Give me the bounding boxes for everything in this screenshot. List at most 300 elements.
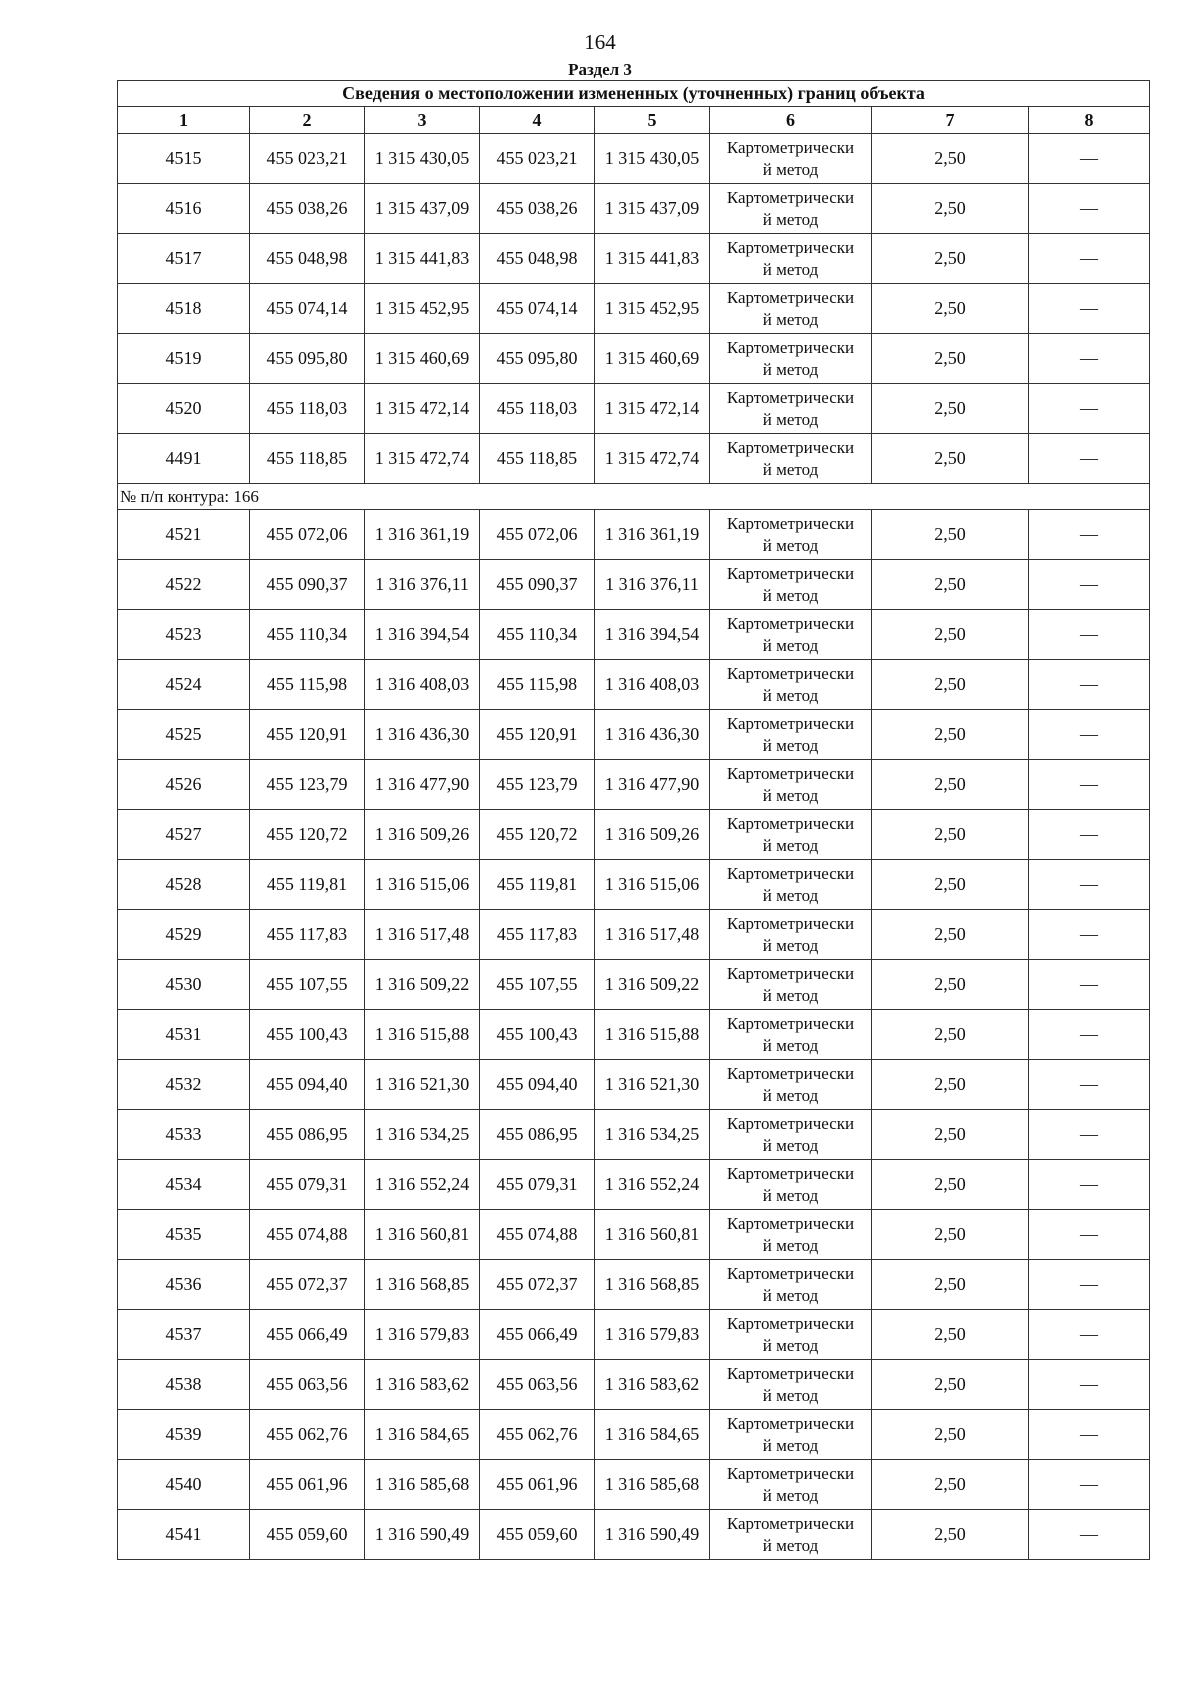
accuracy-cell: 2,50 bbox=[872, 434, 1029, 484]
method-cell bbox=[710, 710, 872, 760]
table-row bbox=[118, 810, 1150, 860]
x-new-cell: 455 120,72 bbox=[480, 810, 595, 860]
y-new-cell: 1 315 430,05 bbox=[595, 134, 710, 184]
column-number: 1 bbox=[118, 107, 250, 134]
x-old-cell: 455 074,14 bbox=[250, 284, 365, 334]
y-new-cell: 1 316 534,25 bbox=[595, 1110, 710, 1160]
table-row bbox=[118, 134, 1150, 184]
point-number-cell: 4522 bbox=[118, 560, 250, 610]
y-new-cell: 1 315 472,14 bbox=[595, 384, 710, 434]
description-cell: — bbox=[1029, 1310, 1150, 1360]
point-number-cell: 4529 bbox=[118, 910, 250, 960]
accuracy-cell: 2,50 bbox=[872, 1210, 1029, 1260]
x-new-cell: 455 118,03 bbox=[480, 384, 595, 434]
description-cell: — bbox=[1029, 910, 1150, 960]
y-old-cell: 1 316 584,65 bbox=[365, 1410, 480, 1460]
method-cell bbox=[710, 1260, 872, 1310]
table-row bbox=[118, 1110, 1150, 1160]
x-old-cell: 455 059,60 bbox=[250, 1510, 365, 1560]
x-new-cell: 455 062,76 bbox=[480, 1410, 595, 1460]
method-cell bbox=[710, 960, 872, 1010]
y-old-cell: 1 316 394,54 bbox=[365, 610, 480, 660]
x-new-cell: 455 120,91 bbox=[480, 710, 595, 760]
x-new-cell: 455 094,40 bbox=[480, 1060, 595, 1110]
table-body bbox=[118, 81, 1150, 1560]
method-cell bbox=[710, 1460, 872, 1510]
column-number: 5 bbox=[595, 107, 710, 134]
table-row bbox=[118, 1010, 1150, 1060]
accuracy-cell: 2,50 bbox=[872, 960, 1029, 1010]
y-old-cell: 1 316 436,30 bbox=[365, 710, 480, 760]
table-caption-row bbox=[118, 81, 1150, 107]
method-cell bbox=[710, 234, 872, 284]
column-number: 3 bbox=[365, 107, 480, 134]
description-cell: — bbox=[1029, 1110, 1150, 1160]
point-number-cell: 4537 bbox=[118, 1310, 250, 1360]
y-new-cell: 1 316 436,30 bbox=[595, 710, 710, 760]
x-old-cell: 455 086,95 bbox=[250, 1110, 365, 1160]
point-number-cell: 4527 bbox=[118, 810, 250, 860]
table-row bbox=[118, 1460, 1150, 1510]
accuracy-cell: 2,50 bbox=[872, 910, 1029, 960]
method-line-1: Картометрически bbox=[726, 1263, 855, 1283]
column-number-row bbox=[118, 107, 1150, 134]
y-old-cell: 1 316 583,62 bbox=[365, 1360, 480, 1410]
point-number-cell: 4491 bbox=[118, 434, 250, 484]
point-number-cell: 4531 bbox=[118, 1010, 250, 1060]
table-row bbox=[118, 1360, 1150, 1410]
column-number: 2 bbox=[250, 107, 365, 134]
point-number-cell: 4516 bbox=[118, 184, 250, 234]
method-line-1: Картометрически bbox=[726, 1213, 855, 1233]
description-cell: — bbox=[1029, 434, 1150, 484]
y-new-cell: 1 316 515,06 bbox=[595, 860, 710, 910]
y-old-cell: 1 316 517,48 bbox=[365, 910, 480, 960]
y-old-cell: 1 316 509,26 bbox=[365, 810, 480, 860]
method-cell bbox=[710, 510, 872, 560]
column-number: 4 bbox=[480, 107, 595, 134]
y-old-cell: 1 316 376,11 bbox=[365, 560, 480, 610]
method-cell bbox=[710, 334, 872, 384]
x-old-cell: 455 120,72 bbox=[250, 810, 365, 860]
y-new-cell: 1 316 394,54 bbox=[595, 610, 710, 660]
x-new-cell: 455 118,85 bbox=[480, 434, 595, 484]
accuracy-cell: 2,50 bbox=[872, 610, 1029, 660]
method-cell bbox=[710, 560, 872, 610]
method-line-1: Картометрически bbox=[726, 437, 855, 457]
point-number-cell: 4540 bbox=[118, 1460, 250, 1510]
description-cell: — bbox=[1029, 284, 1150, 334]
method-line-2: й метод bbox=[762, 1085, 819, 1105]
method-cell bbox=[710, 1310, 872, 1360]
method-cell bbox=[710, 810, 872, 860]
method-line-2: й метод bbox=[762, 359, 819, 379]
y-new-cell: 1 316 517,48 bbox=[595, 910, 710, 960]
y-new-cell: 1 316 590,49 bbox=[595, 1510, 710, 1560]
table-title: Сведения о местоположении измененных (уточненных) границ объекта bbox=[118, 81, 1150, 107]
method-line-2: й метод bbox=[762, 685, 819, 705]
method-cell bbox=[710, 1360, 872, 1410]
accuracy-cell: 2,50 bbox=[872, 1010, 1029, 1060]
method-line-2: й метод bbox=[762, 1185, 819, 1205]
x-new-cell: 455 072,06 bbox=[480, 510, 595, 560]
table-row bbox=[118, 1310, 1150, 1360]
method-line-1: Картометрически bbox=[726, 813, 855, 833]
method-line-1: Картометрически bbox=[726, 563, 855, 583]
accuracy-cell: 2,50 bbox=[872, 1110, 1029, 1160]
x-old-cell: 455 023,21 bbox=[250, 134, 365, 184]
method-cell bbox=[710, 910, 872, 960]
method-cell bbox=[710, 1160, 872, 1210]
y-old-cell: 1 316 515,88 bbox=[365, 1010, 480, 1060]
column-number: 6 bbox=[710, 107, 872, 134]
x-old-cell: 455 100,43 bbox=[250, 1010, 365, 1060]
method-cell bbox=[710, 184, 872, 234]
table-row bbox=[118, 1060, 1150, 1110]
accuracy-cell: 2,50 bbox=[872, 560, 1029, 610]
y-old-cell: 1 316 568,85 bbox=[365, 1260, 480, 1310]
table-row bbox=[118, 710, 1150, 760]
point-number-cell: 4518 bbox=[118, 284, 250, 334]
y-new-cell: 1 316 568,85 bbox=[595, 1260, 710, 1310]
point-number-cell: 4535 bbox=[118, 1210, 250, 1260]
accuracy-cell: 2,50 bbox=[872, 810, 1029, 860]
y-new-cell: 1 316 515,88 bbox=[595, 1010, 710, 1060]
x-old-cell: 455 074,88 bbox=[250, 1210, 365, 1260]
method-line-1: Картометрически bbox=[726, 713, 855, 733]
x-new-cell: 455 061,96 bbox=[480, 1460, 595, 1510]
method-line-2: й метод bbox=[762, 309, 819, 329]
point-number-cell: 4528 bbox=[118, 860, 250, 910]
description-cell: — bbox=[1029, 560, 1150, 610]
x-old-cell: 455 048,98 bbox=[250, 234, 365, 284]
description-cell: — bbox=[1029, 960, 1150, 1010]
description-cell: — bbox=[1029, 134, 1150, 184]
y-new-cell: 1 316 408,03 bbox=[595, 660, 710, 710]
x-old-cell: 455 094,40 bbox=[250, 1060, 365, 1110]
method-line-2: й метод bbox=[762, 409, 819, 429]
table-row bbox=[118, 860, 1150, 910]
method-line-1: Картометрически bbox=[726, 913, 855, 933]
table-row bbox=[118, 1410, 1150, 1460]
method-cell bbox=[710, 1210, 872, 1260]
x-new-cell: 455 063,56 bbox=[480, 1360, 595, 1410]
method-line-1: Картометрически bbox=[726, 187, 855, 207]
method-cell bbox=[710, 1010, 872, 1060]
table-row bbox=[118, 960, 1150, 1010]
method-line-2: й метод bbox=[762, 1385, 819, 1405]
y-new-cell: 1 316 579,83 bbox=[595, 1310, 710, 1360]
y-new-cell: 1 315 452,95 bbox=[595, 284, 710, 334]
y-new-cell: 1 316 477,90 bbox=[595, 760, 710, 810]
x-old-cell: 455 118,85 bbox=[250, 434, 365, 484]
page-number: 164 bbox=[584, 30, 616, 54]
method-cell bbox=[710, 1060, 872, 1110]
description-cell: — bbox=[1029, 860, 1150, 910]
description-cell: — bbox=[1029, 334, 1150, 384]
y-old-cell: 1 315 452,95 bbox=[365, 284, 480, 334]
x-old-cell: 455 107,55 bbox=[250, 960, 365, 1010]
y-new-cell: 1 316 509,26 bbox=[595, 810, 710, 860]
method-line-1: Картометрически bbox=[726, 1313, 855, 1333]
y-new-cell: 1 316 376,11 bbox=[595, 560, 710, 610]
method-line-2: й метод bbox=[762, 835, 819, 855]
method-line-2: й метод bbox=[762, 635, 819, 655]
description-cell: — bbox=[1029, 1210, 1150, 1260]
method-line-1: Картометрически bbox=[726, 237, 855, 257]
description-cell: — bbox=[1029, 760, 1150, 810]
point-number-cell: 4525 bbox=[118, 710, 250, 760]
table-row bbox=[118, 910, 1150, 960]
method-cell bbox=[710, 760, 872, 810]
description-cell: — bbox=[1029, 1010, 1150, 1060]
x-new-cell: 455 074,14 bbox=[480, 284, 595, 334]
point-number-cell: 4536 bbox=[118, 1260, 250, 1310]
description-cell: — bbox=[1029, 1410, 1150, 1460]
method-line-2: й метод bbox=[762, 885, 819, 905]
method-line-1: Картометрически bbox=[726, 1013, 855, 1033]
accuracy-cell: 2,50 bbox=[872, 184, 1029, 234]
y-new-cell: 1 315 441,83 bbox=[595, 234, 710, 284]
y-old-cell: 1 316 408,03 bbox=[365, 660, 480, 710]
x-new-cell: 455 048,98 bbox=[480, 234, 595, 284]
accuracy-cell: 2,50 bbox=[872, 1510, 1029, 1560]
accuracy-cell: 2,50 bbox=[872, 1360, 1029, 1410]
method-cell bbox=[710, 384, 872, 434]
point-number-cell: 4533 bbox=[118, 1110, 250, 1160]
x-old-cell: 455 115,98 bbox=[250, 660, 365, 710]
accuracy-cell: 2,50 bbox=[872, 1310, 1029, 1360]
method-line-2: й метод bbox=[762, 1135, 819, 1155]
method-line-2: й метод bbox=[762, 585, 819, 605]
contour-label: № п/п контура: 166 bbox=[118, 484, 1150, 510]
y-old-cell: 1 316 579,83 bbox=[365, 1310, 480, 1360]
method-line-2: й метод bbox=[762, 785, 819, 805]
description-cell: — bbox=[1029, 610, 1150, 660]
y-old-cell: 1 315 430,05 bbox=[365, 134, 480, 184]
x-old-cell: 455 110,34 bbox=[250, 610, 365, 660]
table-row bbox=[118, 1260, 1150, 1310]
y-new-cell: 1 316 585,68 bbox=[595, 1460, 710, 1510]
column-number: 8 bbox=[1029, 107, 1150, 134]
y-old-cell: 1 315 460,69 bbox=[365, 334, 480, 384]
y-old-cell: 1 316 509,22 bbox=[365, 960, 480, 1010]
table-row bbox=[118, 560, 1150, 610]
x-old-cell: 455 072,06 bbox=[250, 510, 365, 560]
point-number-cell: 4541 bbox=[118, 1510, 250, 1560]
method-line-1: Картометрически bbox=[726, 763, 855, 783]
x-new-cell: 455 090,37 bbox=[480, 560, 595, 610]
x-new-cell: 455 117,83 bbox=[480, 910, 595, 960]
y-new-cell: 1 315 437,09 bbox=[595, 184, 710, 234]
method-line-2: й метод bbox=[762, 1235, 819, 1255]
method-line-2: й метод bbox=[762, 985, 819, 1005]
method-line-2: й метод bbox=[762, 459, 819, 479]
y-new-cell: 1 315 472,74 bbox=[595, 434, 710, 484]
description-cell: — bbox=[1029, 184, 1150, 234]
table-row bbox=[118, 1210, 1150, 1260]
x-new-cell: 455 059,60 bbox=[480, 1510, 595, 1560]
method-line-1: Картометрически bbox=[726, 337, 855, 357]
description-cell: — bbox=[1029, 660, 1150, 710]
method-cell bbox=[710, 1110, 872, 1160]
x-new-cell: 455 079,31 bbox=[480, 1160, 595, 1210]
x-old-cell: 455 118,03 bbox=[250, 384, 365, 434]
method-line-1: Картометрически bbox=[726, 863, 855, 883]
y-new-cell: 1 316 560,81 bbox=[595, 1210, 710, 1260]
y-old-cell: 1 316 534,25 bbox=[365, 1110, 480, 1160]
x-new-cell: 455 115,98 bbox=[480, 660, 595, 710]
method-line-2: й метод bbox=[762, 159, 819, 179]
x-new-cell: 455 066,49 bbox=[480, 1310, 595, 1360]
y-new-cell: 1 316 509,22 bbox=[595, 960, 710, 1010]
method-line-1: Картометрически bbox=[726, 1413, 855, 1433]
x-new-cell: 455 038,26 bbox=[480, 184, 595, 234]
method-cell bbox=[710, 1410, 872, 1460]
accuracy-cell: 2,50 bbox=[872, 1060, 1029, 1110]
accuracy-cell: 2,50 bbox=[872, 1410, 1029, 1460]
x-old-cell: 455 095,80 bbox=[250, 334, 365, 384]
method-cell bbox=[710, 284, 872, 334]
accuracy-cell: 2,50 bbox=[872, 1260, 1029, 1310]
x-old-cell: 455 062,76 bbox=[250, 1410, 365, 1460]
column-number: 7 bbox=[872, 107, 1029, 134]
accuracy-cell: 2,50 bbox=[872, 710, 1029, 760]
method-line-2: й метод bbox=[762, 1285, 819, 1305]
table-row bbox=[118, 384, 1150, 434]
method-cell bbox=[710, 610, 872, 660]
x-old-cell: 455 066,49 bbox=[250, 1310, 365, 1360]
accuracy-cell: 2,50 bbox=[872, 760, 1029, 810]
y-new-cell: 1 316 521,30 bbox=[595, 1060, 710, 1110]
point-number-cell: 4519 bbox=[118, 334, 250, 384]
method-line-1: Картометрически bbox=[726, 1113, 855, 1133]
point-number-cell: 4534 bbox=[118, 1160, 250, 1210]
y-new-cell: 1 315 460,69 bbox=[595, 334, 710, 384]
table-row bbox=[118, 184, 1150, 234]
method-line-2: й метод bbox=[762, 1535, 819, 1555]
point-number-cell: 4539 bbox=[118, 1410, 250, 1460]
method-line-2: й метод bbox=[762, 1485, 819, 1505]
method-line-2: й метод bbox=[762, 259, 819, 279]
x-old-cell: 455 090,37 bbox=[250, 560, 365, 610]
x-old-cell: 455 123,79 bbox=[250, 760, 365, 810]
description-cell: — bbox=[1029, 234, 1150, 284]
table-row bbox=[118, 760, 1150, 810]
accuracy-cell: 2,50 bbox=[872, 284, 1029, 334]
method-line-1: Картометрически bbox=[726, 613, 855, 633]
description-cell: — bbox=[1029, 510, 1150, 560]
description-cell: — bbox=[1029, 810, 1150, 860]
method-line-2: й метод bbox=[762, 1035, 819, 1055]
point-number-cell: 4521 bbox=[118, 510, 250, 560]
y-new-cell: 1 316 584,65 bbox=[595, 1410, 710, 1460]
description-cell: — bbox=[1029, 1510, 1150, 1560]
section-title: Раздел 3 bbox=[568, 60, 632, 79]
x-new-cell: 455 107,55 bbox=[480, 960, 595, 1010]
x-new-cell: 455 119,81 bbox=[480, 860, 595, 910]
y-old-cell: 1 315 472,14 bbox=[365, 384, 480, 434]
y-old-cell: 1 315 441,83 bbox=[365, 234, 480, 284]
accuracy-cell: 2,50 bbox=[872, 134, 1029, 184]
table-row bbox=[118, 284, 1150, 334]
table-row bbox=[118, 334, 1150, 384]
method-line-2: й метод bbox=[762, 1335, 819, 1355]
accuracy-cell: 2,50 bbox=[872, 660, 1029, 710]
description-cell: — bbox=[1029, 1060, 1150, 1110]
point-number-cell: 4520 bbox=[118, 384, 250, 434]
method-line-2: й метод bbox=[762, 1435, 819, 1455]
method-line-1: Картометрически bbox=[726, 1063, 855, 1083]
x-old-cell: 455 038,26 bbox=[250, 184, 365, 234]
y-old-cell: 1 315 472,74 bbox=[365, 434, 480, 484]
method-line-1: Картометрически bbox=[726, 1163, 855, 1183]
x-new-cell: 455 123,79 bbox=[480, 760, 595, 810]
x-old-cell: 455 117,83 bbox=[250, 910, 365, 960]
method-line-1: Картометрически bbox=[726, 287, 855, 307]
accuracy-cell: 2,50 bbox=[872, 1160, 1029, 1210]
method-cell bbox=[710, 660, 872, 710]
x-new-cell: 455 110,34 bbox=[480, 610, 595, 660]
method-line-2: й метод bbox=[762, 935, 819, 955]
table-row bbox=[118, 610, 1150, 660]
description-cell: — bbox=[1029, 710, 1150, 760]
method-line-2: й метод bbox=[762, 535, 819, 555]
x-old-cell: 455 079,31 bbox=[250, 1160, 365, 1210]
x-old-cell: 455 120,91 bbox=[250, 710, 365, 760]
x-old-cell: 455 119,81 bbox=[250, 860, 365, 910]
method-line-1: Картометрически bbox=[726, 663, 855, 683]
contour-row bbox=[118, 484, 1150, 510]
x-new-cell: 455 086,95 bbox=[480, 1110, 595, 1160]
method-line-2: й метод bbox=[762, 735, 819, 755]
description-cell: — bbox=[1029, 1160, 1150, 1210]
description-cell: — bbox=[1029, 1260, 1150, 1310]
point-number-cell: 4515 bbox=[118, 134, 250, 184]
method-line-1: Картометрически bbox=[726, 1513, 855, 1533]
method-cell bbox=[710, 1510, 872, 1560]
table-row bbox=[118, 660, 1150, 710]
x-new-cell: 455 072,37 bbox=[480, 1260, 595, 1310]
y-new-cell: 1 316 583,62 bbox=[595, 1360, 710, 1410]
point-number-cell: 4532 bbox=[118, 1060, 250, 1110]
method-line-1: Картометрически bbox=[726, 1463, 855, 1483]
description-cell: — bbox=[1029, 384, 1150, 434]
table-row bbox=[118, 234, 1150, 284]
x-new-cell: 455 023,21 bbox=[480, 134, 595, 184]
description-cell: — bbox=[1029, 1460, 1150, 1510]
y-old-cell: 1 316 552,24 bbox=[365, 1160, 480, 1210]
y-new-cell: 1 316 361,19 bbox=[595, 510, 710, 560]
table-row bbox=[118, 1160, 1150, 1210]
x-new-cell: 455 074,88 bbox=[480, 1210, 595, 1260]
x-new-cell: 455 100,43 bbox=[480, 1010, 595, 1060]
method-cell bbox=[710, 134, 872, 184]
accuracy-cell: 2,50 bbox=[872, 860, 1029, 910]
point-number-cell: 4530 bbox=[118, 960, 250, 1010]
point-number-cell: 4523 bbox=[118, 610, 250, 660]
point-number-cell: 4526 bbox=[118, 760, 250, 810]
method-cell bbox=[710, 860, 872, 910]
x-old-cell: 455 063,56 bbox=[250, 1360, 365, 1410]
table-row bbox=[118, 434, 1150, 484]
method-line-2: й метод bbox=[762, 209, 819, 229]
method-line-1: Картометрически bbox=[726, 1363, 855, 1383]
table-row bbox=[118, 510, 1150, 560]
y-old-cell: 1 316 560,81 bbox=[365, 1210, 480, 1260]
y-old-cell: 1 316 590,49 bbox=[365, 1510, 480, 1560]
method-line-1: Картометрически bbox=[726, 137, 855, 157]
